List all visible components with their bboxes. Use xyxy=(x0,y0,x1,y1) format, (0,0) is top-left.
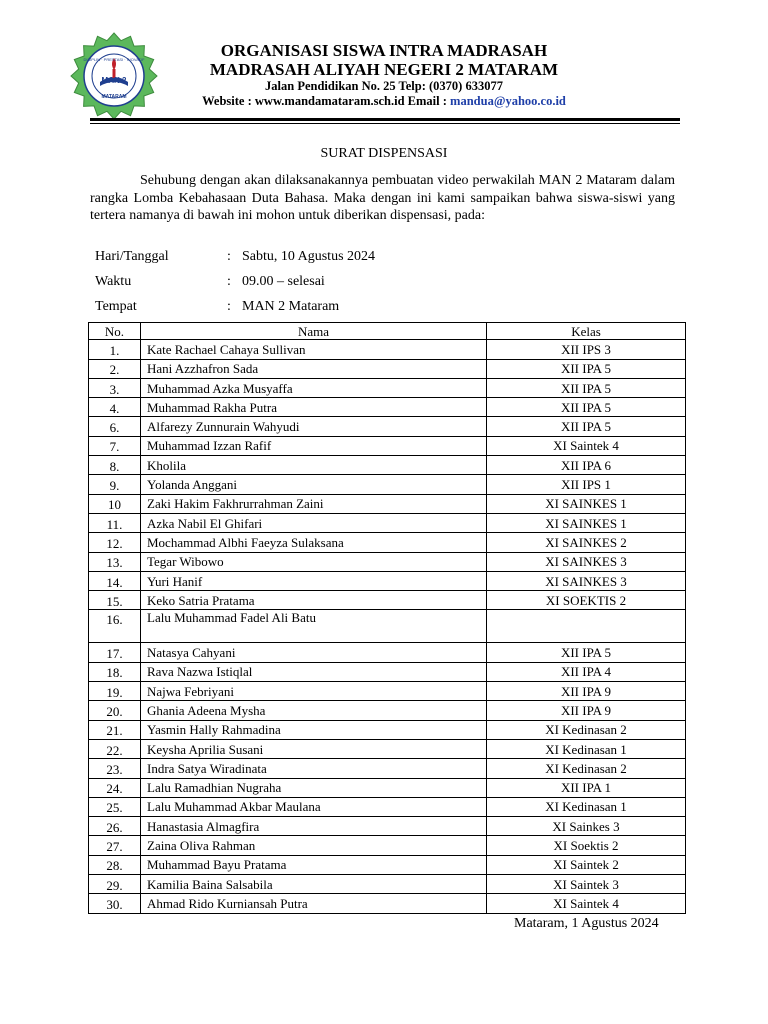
row-nama: Natasya Cahyani xyxy=(141,643,487,662)
row-kelas: XI Saintek 2 xyxy=(487,855,686,874)
row-nama: Lalu Muhammad Akbar Maulana xyxy=(141,797,487,816)
table-row xyxy=(89,836,686,855)
row-nama: Muhammad Bayu Pratama xyxy=(141,855,487,874)
row-kelas: XII IPA 5 xyxy=(487,417,686,436)
table-row xyxy=(89,359,686,378)
row-nama: Ahmad Rido Kurniansah Putra xyxy=(141,894,487,913)
row-nama: Hani Azzhafron Sada xyxy=(141,359,487,378)
row-no: 1. xyxy=(89,340,141,359)
row-nama: Kate Rachael Cahaya Sullivan xyxy=(141,340,487,359)
row-kelas: XII IPA 5 xyxy=(487,398,686,417)
table-row xyxy=(89,494,686,513)
logo-top-text: DISIPLIN · PRESTASI · INOVATIF xyxy=(83,57,145,62)
website-label: Website : www.mandamataram.sch.id Email : xyxy=(202,94,451,108)
info-value: Sabtu, 10 Agustus 2024 xyxy=(242,249,376,264)
row-no: 13. xyxy=(89,552,141,571)
student-table xyxy=(88,322,686,914)
header-kelas: Kelas xyxy=(487,323,686,340)
row-no: 20. xyxy=(89,701,141,720)
table-row xyxy=(89,378,686,397)
email-link[interactable]: mandua@yahoo.co.id xyxy=(450,94,566,108)
table-row xyxy=(89,436,686,455)
row-kelas: XI Kedinasan 1 xyxy=(487,797,686,816)
info-label: Hari/Tanggal xyxy=(95,249,169,264)
row-nama: Lalu Ramadhian Nugraha xyxy=(141,778,487,797)
letterhead xyxy=(160,42,608,109)
row-kelas: XII IPA 1 xyxy=(487,778,686,797)
row-no: 22. xyxy=(89,739,141,758)
header-no: No. xyxy=(89,323,141,340)
row-no: 21. xyxy=(89,720,141,739)
row-kelas: XII IPA 5 xyxy=(487,643,686,662)
row-nama: Keko Satria Pratama xyxy=(141,591,487,610)
table-row xyxy=(89,739,686,758)
row-kelas: XI Sainkes 3 xyxy=(487,817,686,836)
info-value: MAN 2 Mataram xyxy=(242,299,340,314)
row-no: 16. xyxy=(89,610,141,643)
row-kelas: XI Kedinasan 1 xyxy=(487,739,686,758)
table-row xyxy=(89,662,686,681)
table-row xyxy=(89,610,686,643)
table-row xyxy=(89,456,686,475)
row-kelas: XII IPA 9 xyxy=(487,682,686,701)
letter-title: SURAT DISPENSASI xyxy=(320,146,448,161)
row-no: 29. xyxy=(89,875,141,894)
info-value: 09.00 – selesai xyxy=(242,274,325,289)
row-kelas: XII IPA 5 xyxy=(487,378,686,397)
row-kelas: XI Kedinasan 2 xyxy=(487,720,686,739)
row-nama: Ghania Adeena Mysha xyxy=(141,701,487,720)
row-no: 23. xyxy=(89,759,141,778)
table-row xyxy=(89,340,686,359)
logo-center-text: MAN 2 xyxy=(101,76,127,85)
row-kelas: XI Soektis 2 xyxy=(487,836,686,855)
row-no: 17. xyxy=(89,643,141,662)
row-kelas: XI SAINKES 1 xyxy=(487,494,686,513)
row-kelas: XII IPA 4 xyxy=(487,662,686,681)
row-nama: Hanastasia Almagfira xyxy=(141,817,487,836)
row-nama: Muhammad Azka Musyaffa xyxy=(141,378,487,397)
table-row xyxy=(89,701,686,720)
table-row xyxy=(89,720,686,739)
row-nama: Zaki Hakim Fakhrurrahman Zaini xyxy=(141,494,487,513)
row-kelas: XI Saintek 4 xyxy=(487,436,686,455)
header-nama: Nama xyxy=(141,323,487,340)
table-row xyxy=(89,855,686,874)
row-no: 15. xyxy=(89,591,141,610)
table-row xyxy=(89,475,686,494)
row-no: 10 xyxy=(89,494,141,513)
row-no: 24. xyxy=(89,778,141,797)
row-nama: Azka Nabil El Ghifari xyxy=(141,513,487,532)
logo-bottom-text: MATARAM xyxy=(101,94,127,100)
table-row xyxy=(89,513,686,532)
row-nama: Yolanda Anggani xyxy=(141,475,487,494)
row-kelas xyxy=(487,610,686,643)
organization-name: ORGANISASI SISWA INTRA MADRASAH xyxy=(220,41,548,60)
row-nama: Keysha Aprilia Susani xyxy=(141,739,487,758)
table-row xyxy=(89,591,686,610)
row-no: 12. xyxy=(89,533,141,552)
info-colon: : xyxy=(227,249,231,264)
row-nama: Mochammad Albhi Faeyza Sulaksana xyxy=(141,533,487,552)
row-nama: Kamilia Baina Salsabila xyxy=(141,875,487,894)
info-colon: : xyxy=(227,299,231,314)
signature-place-date: Mataram, 1 Agustus 2024 xyxy=(514,916,659,931)
row-kelas: XI SAINKES 3 xyxy=(487,571,686,590)
row-nama: Zaina Oliva Rahman xyxy=(141,836,487,855)
row-nama: Yuri Hanif xyxy=(141,571,487,590)
table-row xyxy=(89,398,686,417)
letterhead-rule-thin xyxy=(90,123,680,124)
row-no: 6. xyxy=(89,417,141,436)
letterhead-rule-thick xyxy=(90,118,680,121)
row-no: 14. xyxy=(89,571,141,590)
table-row xyxy=(89,417,686,436)
row-kelas: XII IPA 5 xyxy=(487,359,686,378)
row-kelas: XI SOEKTIS 2 xyxy=(487,591,686,610)
row-no: 7. xyxy=(89,436,141,455)
table-row xyxy=(89,894,686,913)
row-kelas: XI Kedinasan 2 xyxy=(487,759,686,778)
letter-body: Sehubung dengan akan dilaksanakannya pembuatan video perwakilah MAN 2 Mataram dalam rangka Lomba Kebahasaan Duta Bahasa. Maka dengan ini kami sampaikan bahwa siswa-siswi yang tertera namanya di bawah ini mohon untuk diberikan dispensasi, pada: xyxy=(90,173,675,223)
school-name: MADRASAH ALIYAH NEGERI 2 MATARAM xyxy=(209,60,559,79)
row-no: 30. xyxy=(89,894,141,913)
row-no: 25. xyxy=(89,797,141,816)
row-kelas: XI SAINKES 3 xyxy=(487,552,686,571)
row-no: 3. xyxy=(89,378,141,397)
table-row xyxy=(89,875,686,894)
school-address: Jalan Pendidikan No. 25 Telp: (0370) 633077 xyxy=(265,79,503,93)
row-nama: Muhammad Izzan Rafif xyxy=(141,436,487,455)
row-nama: Lalu Muhammad Fadel Ali Batu xyxy=(141,610,487,643)
school-logo xyxy=(70,32,158,120)
row-kelas: XI SAINKES 1 xyxy=(487,513,686,532)
table-header-row xyxy=(89,323,686,340)
row-kelas: XII IPA 9 xyxy=(487,701,686,720)
row-no: 18. xyxy=(89,662,141,681)
row-nama: Indra Satya Wiradinata xyxy=(141,759,487,778)
table-row xyxy=(89,759,686,778)
row-no: 4. xyxy=(89,398,141,417)
row-nama: Yasmin Hally Rahmadina xyxy=(141,720,487,739)
info-label: Tempat xyxy=(95,299,137,314)
table-row xyxy=(89,778,686,797)
row-kelas: XII IPA 6 xyxy=(487,456,686,475)
row-no: 9. xyxy=(89,475,141,494)
info-colon: : xyxy=(227,274,231,289)
row-nama: Tegar Wibowo xyxy=(141,552,487,571)
row-kelas: XI Saintek 4 xyxy=(487,894,686,913)
row-nama: Alfarezy Zunnurain Wahyudi xyxy=(141,417,487,436)
row-no: 11. xyxy=(89,513,141,532)
row-nama: Rava Nazwa Istiqlal xyxy=(141,662,487,681)
row-no: 26. xyxy=(89,817,141,836)
info-label: Waktu xyxy=(95,274,132,289)
table-row xyxy=(89,682,686,701)
row-nama: Najwa Febriyani xyxy=(141,682,487,701)
table-row xyxy=(89,797,686,816)
row-no: 28. xyxy=(89,855,141,874)
row-no: 8. xyxy=(89,456,141,475)
row-kelas: XI Saintek 3 xyxy=(487,875,686,894)
contact-line xyxy=(160,94,608,109)
table-row xyxy=(89,571,686,590)
table-row xyxy=(89,533,686,552)
table-row xyxy=(89,643,686,662)
table-row xyxy=(89,817,686,836)
row-kelas: XII IPS 3 xyxy=(487,340,686,359)
row-kelas: XI SAINKES 2 xyxy=(487,533,686,552)
row-nama: Muhammad Rakha Putra xyxy=(141,398,487,417)
row-no: 2. xyxy=(89,359,141,378)
row-no: 27. xyxy=(89,836,141,855)
table-row xyxy=(89,552,686,571)
row-nama: Kholila xyxy=(141,456,487,475)
row-no: 19. xyxy=(89,682,141,701)
row-kelas: XII IPS 1 xyxy=(487,475,686,494)
